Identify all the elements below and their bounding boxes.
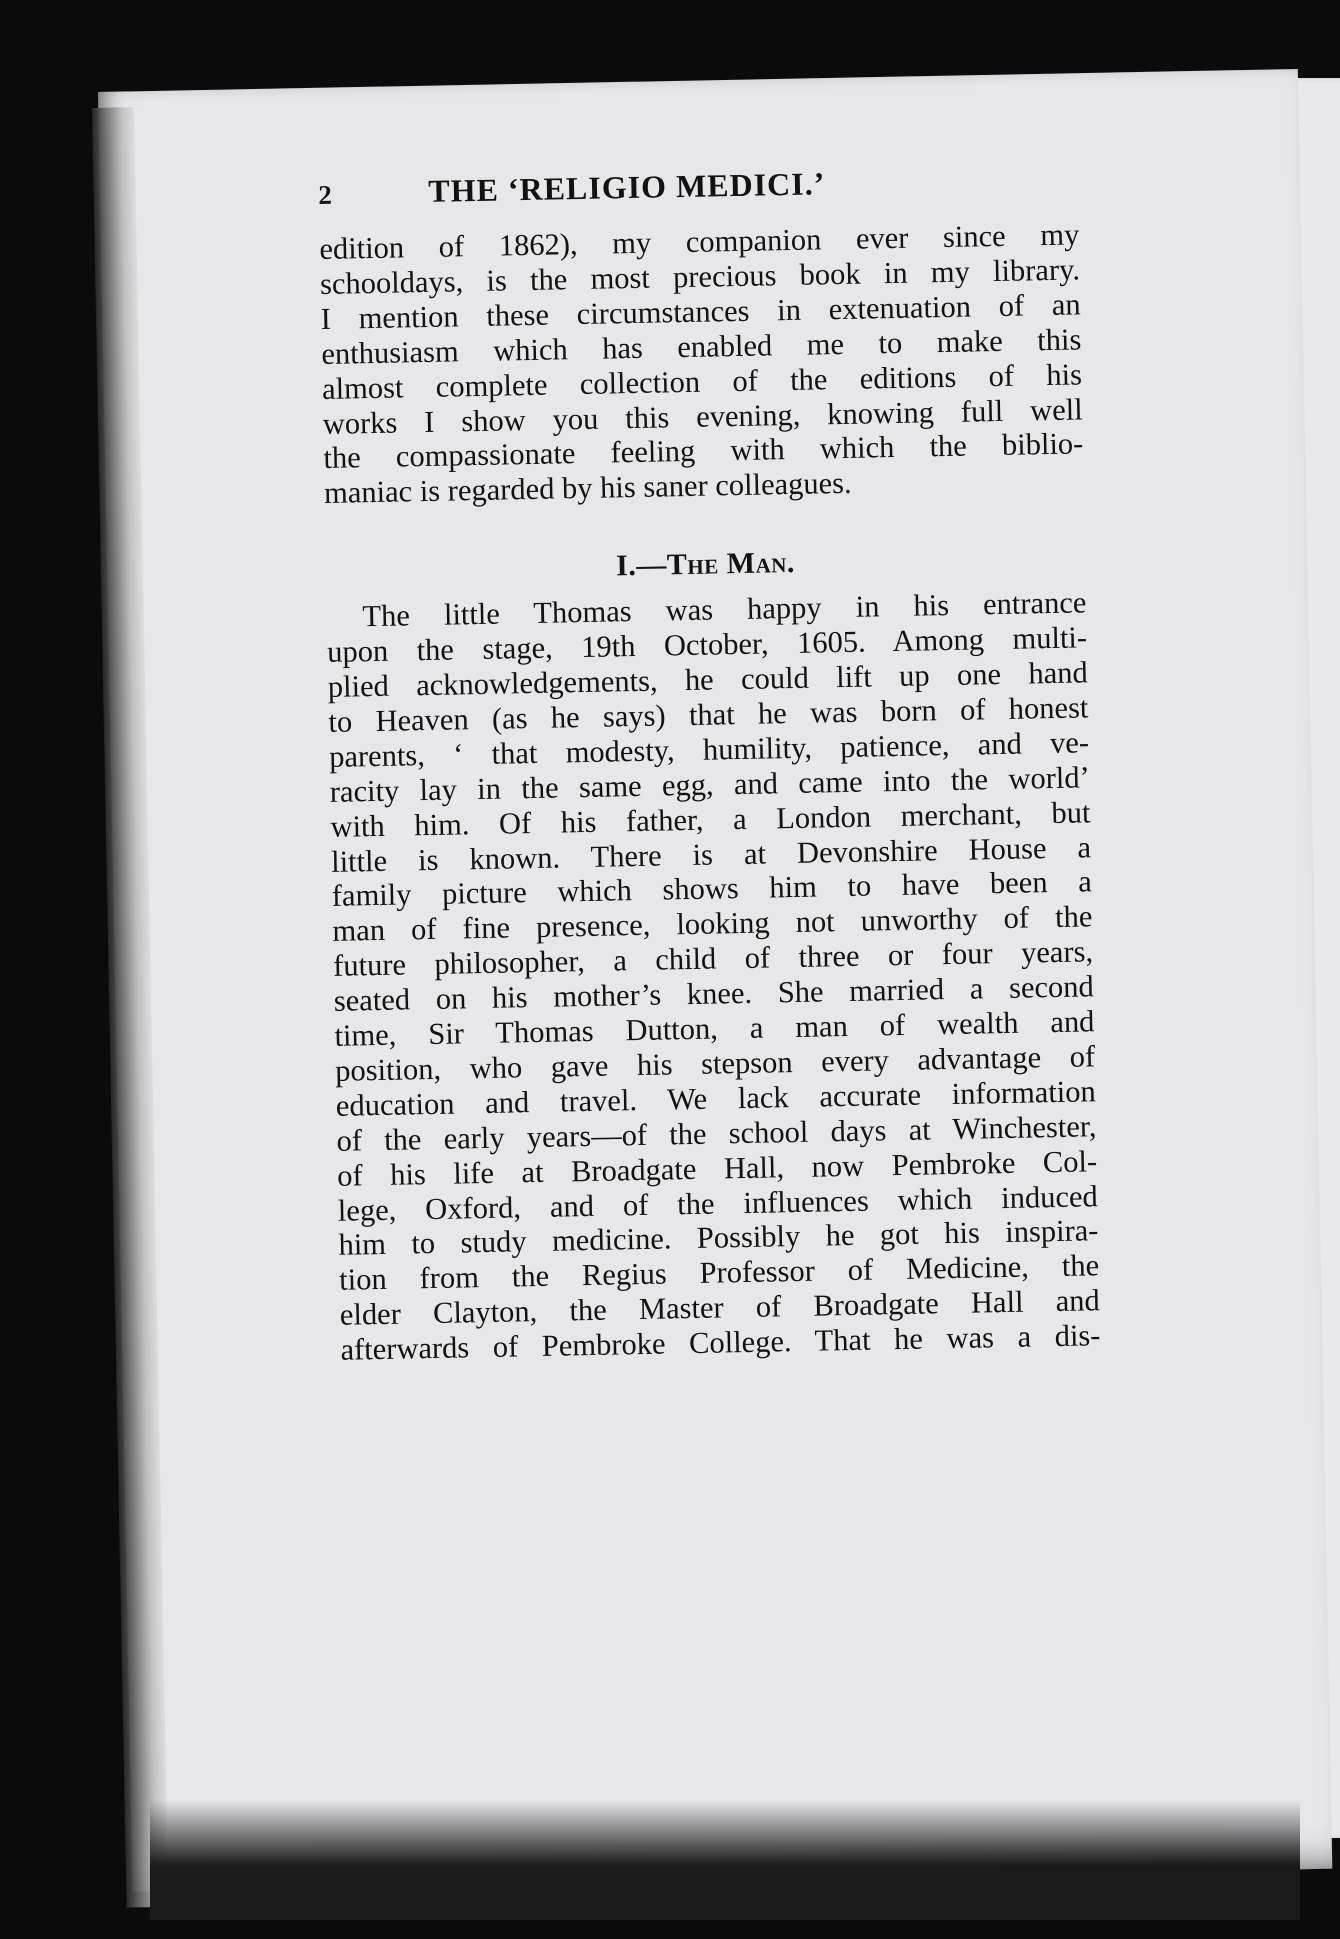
text-line: almost complete collection of the editions of his [321, 356, 1083, 406]
section-heading [325, 541, 1086, 590]
text-line: him to study medicine. Possibly he got his inspira- [338, 1213, 1099, 1263]
text-line: position, who gave his stepson every advantage of [334, 1039, 1096, 1088]
text-line: to Heaven (as he says) that he was born of honest [328, 690, 1089, 739]
text-line: edition of 1862), my companion ever since my [319, 217, 1080, 266]
text-line: lege, Oxford, and of the influences which induced [337, 1178, 1099, 1228]
text-line: racity lay in the same egg, and came into the world’ [329, 759, 1091, 809]
text-line: The little Thomas was happy in his entrance [362, 585, 1087, 634]
text-line: afterwards of Pembroke College. That he was a dis- [340, 1318, 1101, 1367]
text-line: tion from the Regius Professor of Medicine, the [338, 1248, 1100, 1298]
text-line: of his life at Broadgate Hall, now Pembroke Col- [336, 1143, 1098, 1193]
text-line: plied acknowledgements, he could lift up one hand [327, 655, 1088, 704]
page-bottom-shadow [150, 1800, 1300, 1920]
text-line: works I show you this evening, knowing full well [322, 391, 1083, 441]
text-line: schooldays, is the most precious book in my library. [319, 252, 1081, 301]
text-line: enthusiasm which has enabled me to make this [321, 322, 1082, 371]
text-line: upon the stage, 19th October, 1605. Among multi- [326, 620, 1088, 669]
text-line: family picture which shows him to have been a [331, 864, 1093, 914]
text-line: maniac is regarded by his saner colleagues. [323, 466, 852, 511]
text-line: time, Sir Thomas Dutton, a man of wealth and [334, 1004, 1095, 1053]
text-line: the compassionate feeling with which the biblio- [323, 426, 1084, 476]
text-line: education and travel. We lack accurate information [335, 1074, 1097, 1123]
text-line: I mention these circumstances in extenuation of an [320, 287, 1081, 336]
page-number: 2 [318, 179, 333, 210]
section-numeral: I.— [615, 548, 668, 583]
text-line: man of fine presence, looking not unworthy of the [332, 899, 1093, 949]
text-line: with him. Of his father, a London merchant, but [330, 794, 1091, 844]
text-line: elder Clayton, the Master of Broadgate Hall and [339, 1283, 1101, 1333]
paragraph-1 [319, 217, 1084, 511]
paragraph-2 [326, 585, 1101, 1367]
page-text [318, 161, 1101, 1367]
text-line: future philosopher, a child of three or four years, [332, 934, 1094, 984]
section-title: The Man. [666, 546, 796, 582]
text-line: seated on his mother’s knee. She married a second [333, 969, 1095, 1018]
text-line: little is known. There is at Devonshire House a [330, 829, 1092, 879]
text-line: parents, ‘ that modesty, humility, patience, and ve- [328, 725, 1090, 774]
running-head: THE ‘RELIGIO MEDICI.’ [427, 165, 826, 209]
text-line: of the early years—of the school days at Winchester, [336, 1108, 1097, 1158]
